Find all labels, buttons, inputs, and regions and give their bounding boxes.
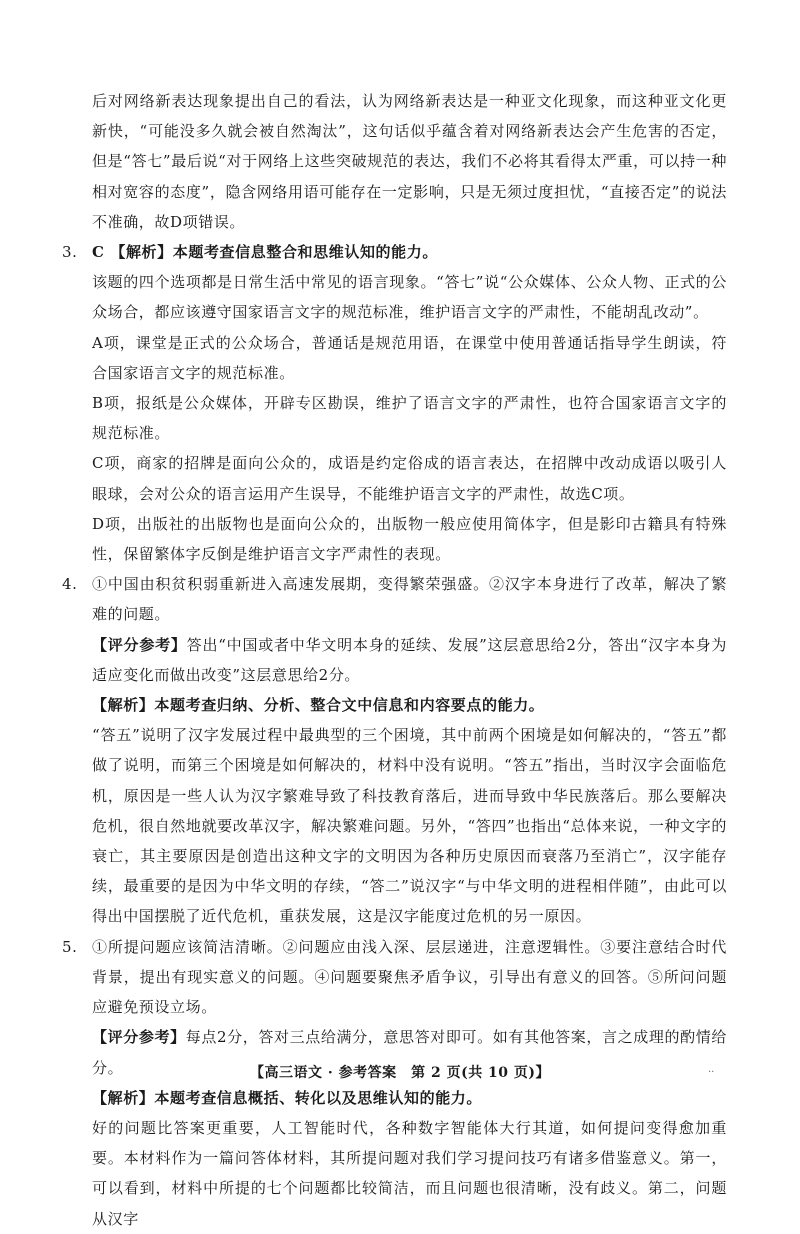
- q4-analysis: “答五”说明了汉字发展过程中最典型的三个困境，其中前两个困境是如何解决的，“答五”都做了说明，而第三个困境是如何解决的，材料中没有说明。“答五”指出，当时汉字会面临危机，原因是一些人认为汉字繁难导致了科技教育落后，进而导致中华民族落后。那么要解决危机，很自然地就要改革汉字，解决繁难问题。另外，“答四”也指出“总体来说，一种文字的衰亡，其主要原因是创造出这种文字的文明因为各种历史原因而衰落乃至消亡”，汉字能存续，最重要的是因为中华文明的存续，“答二”说汉字“与中华文明的进程相伴随”，由此可以得出中国摆脱了近代危机，重获发展，这是汉字能度过危机的另一原因。: [92, 726, 727, 926]
- q3-paragraph-intro: 该题的四个选项都是日常生活中常见的语言现象。“答七”说“公众媒体、公众人物、正式的公众场合，都应该遵守国家语言文字的规范标准，维护语言文字的严肃性，不能胡乱改动”。: [92, 273, 727, 322]
- question-4-number: 4.: [62, 575, 78, 594]
- question-5: [62, 932, 727, 1023]
- corner-mark: ..: [708, 1064, 715, 1075]
- question-3: [62, 237, 727, 267]
- question-5-answer: ①所提问题应该简洁清晰。②问题应由浅入深、层层递进，注意逻辑性。③要注意结合时代背景，提出有现实意义的问题。④问题要聚焦矛盾争议，引导出有意义的回答。⑤所问问题应避免预设立场。: [92, 937, 727, 1017]
- question-4: [62, 569, 727, 629]
- question-3-heading: C 【解析】本题考查信息整合和思维认知的能力。: [92, 243, 438, 262]
- q4-scoring-text: 答出“中国或者中华文明本身的延续、发展”这层意思给2分，答出“汉字本身为适应变化而做出改变”这层意思给2分。: [92, 635, 727, 684]
- page-footer: 【高三语文 · 参考答案 第 2 页(共 10 页)】: [249, 1065, 551, 1081]
- q3-option-d: D项，出版社的出版物也是面向公众的，出版物一般应使用简体字，但是影印古籍具有特殊性，保留繁体字反倒是维护语言文字严肃性的表现。: [92, 514, 727, 564]
- q3-option-c: C项，商家的招牌是面向公众的，成语是约定俗成的语言表达，在招牌中改动成语以吸引人眼球，会对公众的语言运用产生误导，不能维护语言文字的严肃性，故选C项。: [92, 454, 727, 503]
- q4-scoring: [62, 630, 727, 690]
- q5-scoring-label: 【评分参考】: [92, 1028, 186, 1047]
- question-5-number: 5.: [62, 937, 78, 956]
- q4-scoring-label: 【评分参考】: [92, 635, 187, 654]
- question-3-number: 3.: [62, 243, 78, 262]
- q5-analysis-heading: 【解析】本题考查信息概括、转化以及思维认知的能力。: [92, 1088, 483, 1107]
- q5-scoring-text: 每点2分，答对三点给满分，意思答对即可。如有其他答案，言之成理的酌情给分。: [92, 1028, 727, 1077]
- q3-option-a: A项，课堂是正式的公众场合，普通话是规范用语，在课堂中使用普通话指导学生朗读，符合国家语言文字的规范标准。: [92, 333, 727, 382]
- q4-analysis-heading: 【解析】本题考查归纳、分析、整合文中信息和内容要点的能力。: [92, 696, 545, 715]
- q3-option-b: B项，报纸是公众媒体，开辟专区勘误，维护了语言文字的严肃性，也符合国家语言文字的规范标准。: [92, 394, 727, 443]
- q5-analysis: 好的问题比答案更重要，人工智能时代，各种数字智能体大行其道，如何提问变得愈加重要。本材料作为一篇问答体材料，其所提问题对我们学习提问技巧有诸多借鉴意义。第一，可以看到，材料中所提的七个问题都比较简洁，而且问题也很清晰，没有歧义。第二，问题从汉字: [92, 1118, 727, 1228]
- intro-paragraph: 后对网络新表达现象提出自己的看法，认为网络新表达是一种亚文化现象，而这种亚文化更新快，“可能没多久就会被自然淘汰”，这句话似乎蕴含着对网络新表达会产生危害的否定，但是“答七”最后说“对于网络上这些突破规范的表达，我们不必将其看得太严重，可以持一种相对宽容的态度”，隐含网络用语可能存在一定影响，只是无须过度担忧，“直接否定”的说法不准确，故D项错误。: [92, 92, 727, 231]
- question-4-answer: ①中国由积贫积弱重新进入高速发展期，变得繁荣强盛。②汉字本身进行了改革，解决了繁难的问题。: [92, 575, 727, 624]
